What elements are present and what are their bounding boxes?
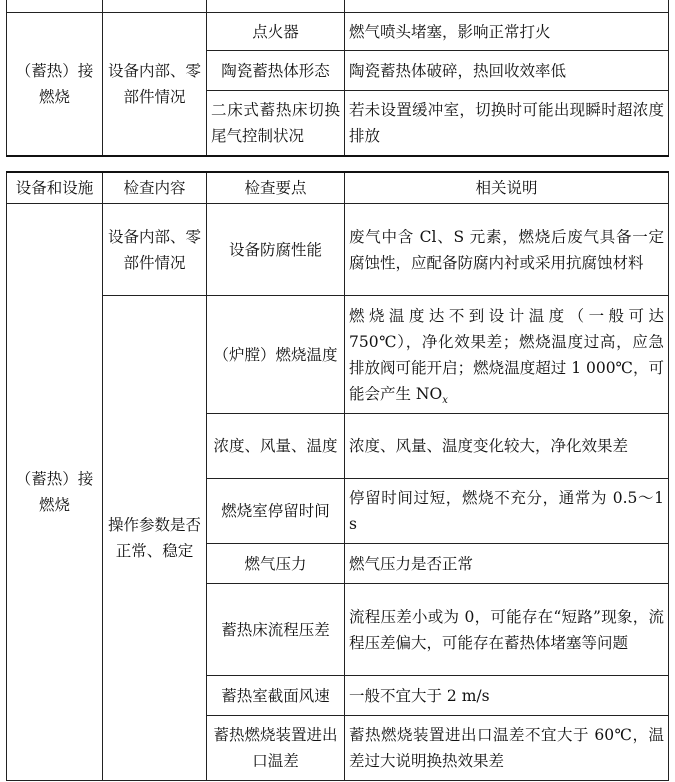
category-cell: 设备内部、零部件情况 (103, 204, 207, 296)
desc-cell: 一般不宜大于 2 m/s (345, 676, 669, 716)
point-cell: 蓄热燃烧装置进出口温差 (207, 716, 345, 781)
point-cell: 燃烧室停留时间 (207, 479, 345, 544)
point-cell: 设备防腐性能 (207, 204, 345, 296)
point-cell: 燃气压力 (207, 544, 345, 584)
header-row (7, 172, 669, 204)
inspection-table (6, 171, 669, 781)
point-cell: 浓度、风量、温度 (207, 414, 345, 479)
header-cell: 检查内容 (103, 172, 207, 204)
table-row (7, 13, 669, 51)
desc-cell: 蓄热燃烧装置进出口温差不宜大于 60℃，温差过大说明换热效果差 (345, 716, 669, 781)
header-cell: 相关说明 (345, 172, 669, 204)
header-cell: 设备和设施 (7, 172, 103, 204)
desc-cell: 若未设置缓冲室，切换时可能出现瞬时超浓度排放 (345, 91, 669, 156)
subscript: x (442, 394, 448, 406)
desc-cell: 浓度、风量、温度变化较大，净化效果差 (345, 414, 669, 479)
table-row (7, 204, 669, 296)
category-cell: 操作参数是否正常、稳定 (103, 296, 207, 781)
group-cell: （蓄热）接燃烧 (7, 204, 103, 781)
table-row (7, 296, 669, 414)
header-cell: 检查要点 (207, 172, 345, 204)
point-cell: 蓄热室截面风速 (207, 676, 345, 716)
table-continued (6, 0, 669, 157)
desc-cell: 废气中含 Cl、S 元素，燃烧后废气具备一定腐蚀性，应配备防腐内衬或采用抗腐蚀材料 (345, 204, 669, 296)
desc-cell: 燃气喷头堵塞，影响正常打火 (345, 13, 669, 51)
point-cell: 点火器 (207, 13, 345, 51)
category-cell: 设备内部、零部件情况 (103, 13, 207, 156)
desc-cell: 燃气压力是否正常 (345, 544, 669, 584)
point-cell: 蓄热床流程压差 (207, 584, 345, 676)
group-cell: （蓄热）接燃烧 (7, 13, 103, 156)
desc-cell (345, 296, 669, 414)
desc-cell: 停留时间过短，燃烧不充分，通常为 0.5～1 s (345, 479, 669, 544)
desc-cell: 流程压差小或为 0，可能存在“短路”现象，流程压差偏大，可能存在蓄热体堵塞等问题 (345, 584, 669, 676)
point-cell: 二床式蓄热床切换尾气控制状况 (207, 91, 345, 156)
desc-text: 燃烧温度达不到设计温度（一般可达 750℃），净化效果差；燃烧温度过高，应急排放阀可能开启；燃烧温度超过 1 000℃，可能会产生 NO (349, 306, 664, 403)
point-cell: 陶瓷蓄热体形态 (207, 51, 345, 91)
point-cell: （炉膛）燃烧温度 (207, 296, 345, 414)
desc-cell: 陶瓷蓄热体破碎，热回收效率低 (345, 51, 669, 91)
